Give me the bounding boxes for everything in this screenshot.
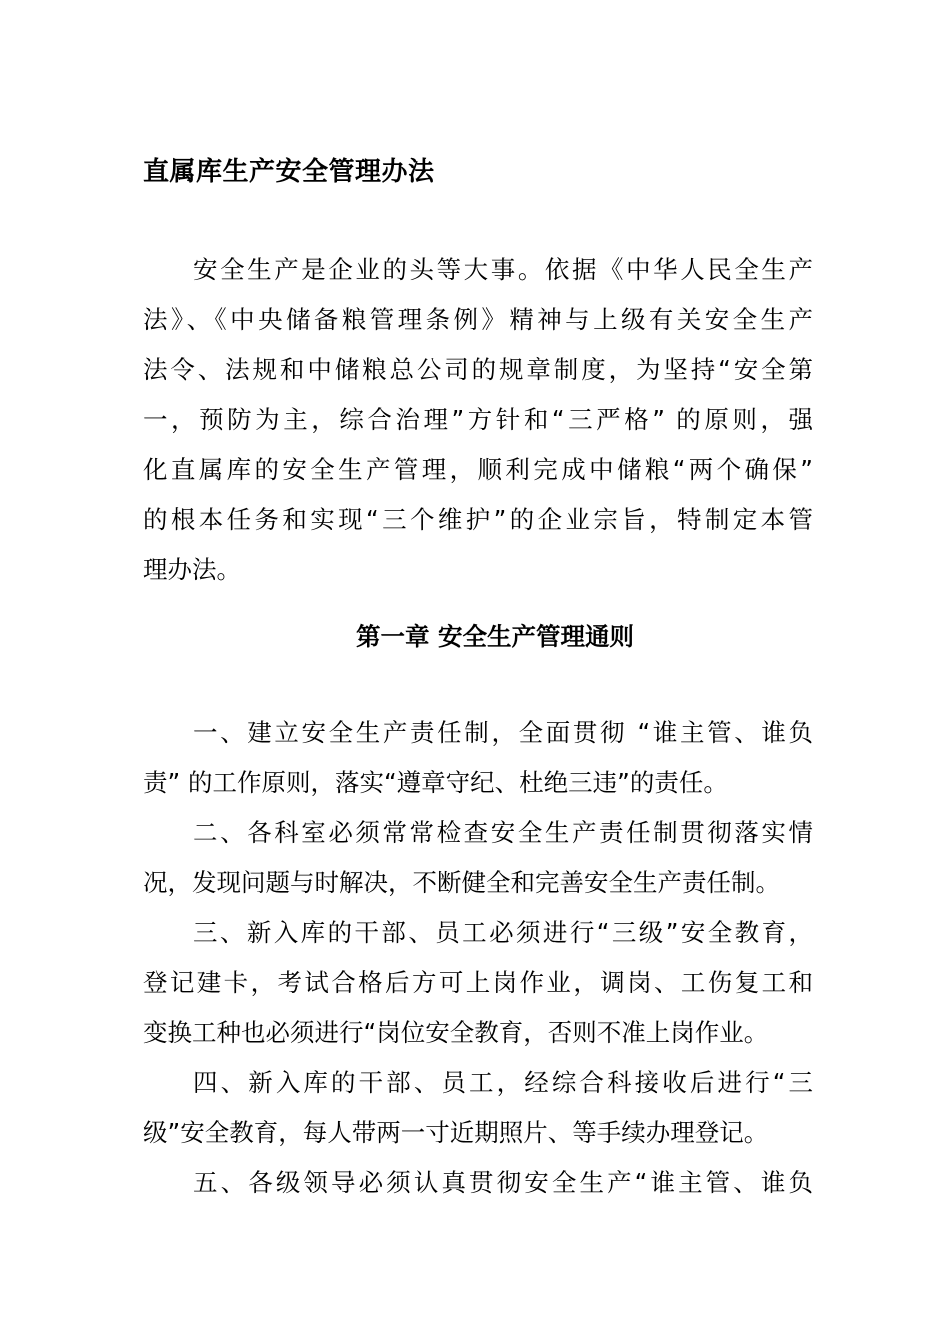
article-5 — [143, 1158, 813, 1208]
intro-line: 理办法。 — [143, 555, 241, 584]
article-line: 级”安全教育，每人带两一寸近期照片、等手续办理登记。 — [143, 1118, 769, 1147]
article-1 — [143, 708, 813, 808]
article-line: 登记建卡，考试合格后方可上岗作业，调岗、工伤复工和 — [143, 968, 813, 997]
article-line: 三、新入库的干部、员工必须进行“三级”安全教育， — [193, 918, 813, 947]
intro-line: 一，预防为主，综合治理”方针和“三严格” 的原则，强 — [143, 405, 813, 434]
intro-line: 的根本任务和实现“三个维护”的企业宗旨，特制定本管 — [143, 505, 813, 534]
article-line: 五、各级领导必须认真贯彻安全生产“谁主管、谁负 — [193, 1168, 813, 1197]
document-title: 直属库生产安全管理办法 — [143, 157, 435, 187]
article-3 — [143, 908, 813, 1058]
article-line: 况，发现问题与时解决，不断健全和完善安全生产责任制。 — [143, 868, 780, 897]
article-line: 责” 的工作原则，落实“遵章守纪、杜绝三违”的责任。 — [143, 768, 728, 797]
chapter-heading: 第一章 安全生产管理通则 — [355, 622, 635, 651]
article-line: 变换工种也必须进行“岗位安全教育，否则不准上岗作业。 — [143, 1018, 769, 1047]
article-line: 二、各科室必须常常检查安全生产责任制贯彻落实情 — [193, 818, 813, 847]
intro-line: 法》、《中央储备粮管理条例》精神与上级有关安全生产 — [143, 305, 813, 334]
article-4 — [143, 1058, 813, 1158]
intro-line: 安全生产是企业的头等大事。依据《中华人民全生产 — [193, 255, 813, 284]
intro-paragraph — [143, 245, 813, 595]
intro-line: 化直属库的安全生产管理，顺利完成中储粮“两个确保” — [143, 455, 813, 484]
article-line: 四、新入库的干部、员工，经综合科接收后进行“三 — [193, 1068, 813, 1097]
intro-line: 法令、法规和中储粮总公司的规章制度，为坚持“安全第 — [143, 355, 813, 384]
article-line: 一、建立安全生产责任制，全面贯彻 “谁主管、谁负 — [193, 718, 813, 747]
article-2 — [143, 808, 813, 908]
